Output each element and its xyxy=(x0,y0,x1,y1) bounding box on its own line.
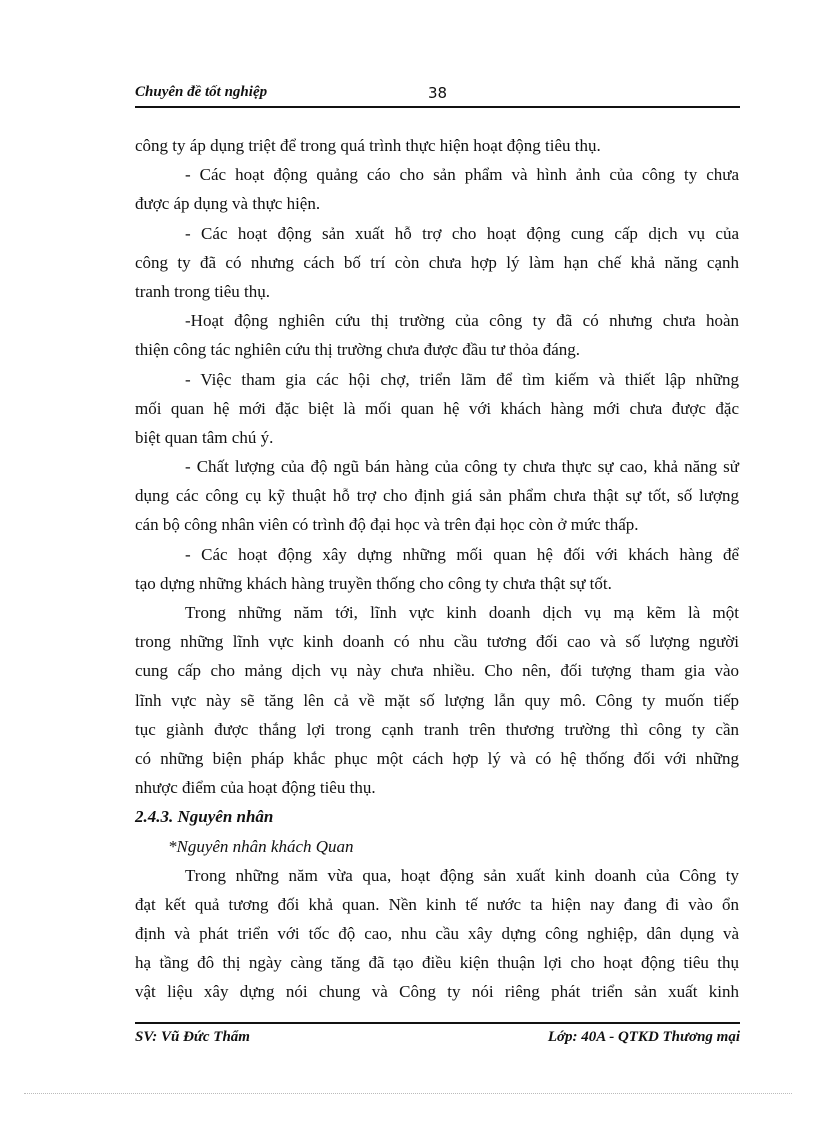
text-line: công ty đã có nhưng cách bố trí còn chưa hợp lý làm hạn chế khả năng cạnh xyxy=(135,252,739,272)
text-line: đạt kết quả tương đối khả quan. Nền kinh tế nước ta hiện nay đang đi vào ổn xyxy=(135,894,739,914)
text-line: Trong những năm vừa qua, hoạt động sản xuất kinh doanh của Công ty xyxy=(185,865,739,885)
text-line: tranh trong tiêu thụ. xyxy=(135,281,271,301)
text-line: - Chất lượng của độ ngũ bán hàng của công ty chưa thực sự cao, khả năng sử xyxy=(185,457,739,477)
text-line: nhược điểm của hoạt động tiêu thụ. xyxy=(135,778,376,798)
page-footer xyxy=(135,1022,740,1048)
text-line: trong những lĩnh vực kinh doanh có nhu cầu tương đối cao và số lượng người xyxy=(135,632,739,652)
text-line: lĩnh vực này sẽ tăng lên cả về mặt số lượng lẫn quy mô. Công ty muốn tiếp xyxy=(135,690,739,710)
text-line: có những biện pháp khắc phục một cách hợp lý và có hệ thống đối với những xyxy=(135,748,739,768)
text-line: - Các hoạt động quảng cáo cho sản phẩm và hình ảnh của công ty chưa xyxy=(185,165,739,185)
text-line: - Việc tham gia các hội chợ, triển lãm để tìm kiếm và thiết lập những xyxy=(185,369,739,389)
text-line: dụng các công cụ kỹ thuật hỗ trợ cho định giá sản phẩm chưa thật sự tốt, số lượng xyxy=(135,486,739,506)
text-line: công ty áp dụng triệt để trong quá trình thực hiện hoạt động tiêu thụ. xyxy=(135,136,601,155)
text-line: vật liệu xây dựng nói chung và Công ty nói riêng phát triển sản xuất kinh xyxy=(135,982,739,1002)
text-line: cung cấp cho mảng dịch vụ này chưa nhiều. Cho nên, đối tượng tham gia vào xyxy=(135,661,739,681)
class-info: Lớp: 40A - QTKD Thương mại xyxy=(547,1029,740,1045)
document-title: Chuyên đề tốt nghiệp xyxy=(135,84,268,100)
text-line: cán bộ công nhân viên có trình độ đại học và trên đại học còn ở mức thấp. xyxy=(135,515,639,535)
text-line: tục giành được thắng lợi trong cạnh tranh trên thương trường thì công ty cần xyxy=(135,719,739,739)
page-bottom-dotted-rule xyxy=(24,1093,792,1094)
text-line: - Các hoạt động sản xuất hỗ trợ cho hoạt động cung cấp dịch vụ của xyxy=(185,223,739,243)
text-line: biệt quan tâm chú ý. xyxy=(135,427,274,447)
subsection-heading: *Nguyên nhân khách Quan xyxy=(168,836,354,856)
text-line: mối quan hệ mới đặc biệt là mối quan hệ với khách hàng mới chưa được đặc xyxy=(135,398,739,418)
text-line: - Các hoạt động xây dựng những mối quan hệ đối với khách hàng để xyxy=(185,544,739,564)
text-line: định và phát triển với tốc độ cao, nhu cầu xây dựng công nghiệp, dân dụng và xyxy=(135,924,739,944)
section-heading: 2.4.3. Nguyên nhân xyxy=(135,807,274,827)
document-body xyxy=(135,131,739,1007)
page-number: 38 xyxy=(428,84,448,102)
text-line: hạ tầng đô thị ngày càng tăng đã tạo điều kiện thuận lợi cho hoạt động tiêu thụ xyxy=(135,953,739,973)
text-line: được áp dụng và thực hiện. xyxy=(135,194,321,214)
text-line: -Hoạt động nghiên cứu thị trường của công ty đã có nhưng chưa hoàn xyxy=(185,311,739,331)
text-line: Trong những năm tới, lĩnh vực kinh doanh dịch vụ mạ kẽm là một xyxy=(185,603,739,622)
text-line: thiện công tác nghiên cứu thị trường chưa được đầu tư thỏa đáng. xyxy=(135,340,581,360)
text-line: tạo dựng những khách hàng truyền thống cho công ty chưa thật sự tốt. xyxy=(135,573,612,593)
page-header xyxy=(135,84,740,108)
student-name: SV: Vũ Đức Thẩm xyxy=(135,1029,250,1045)
